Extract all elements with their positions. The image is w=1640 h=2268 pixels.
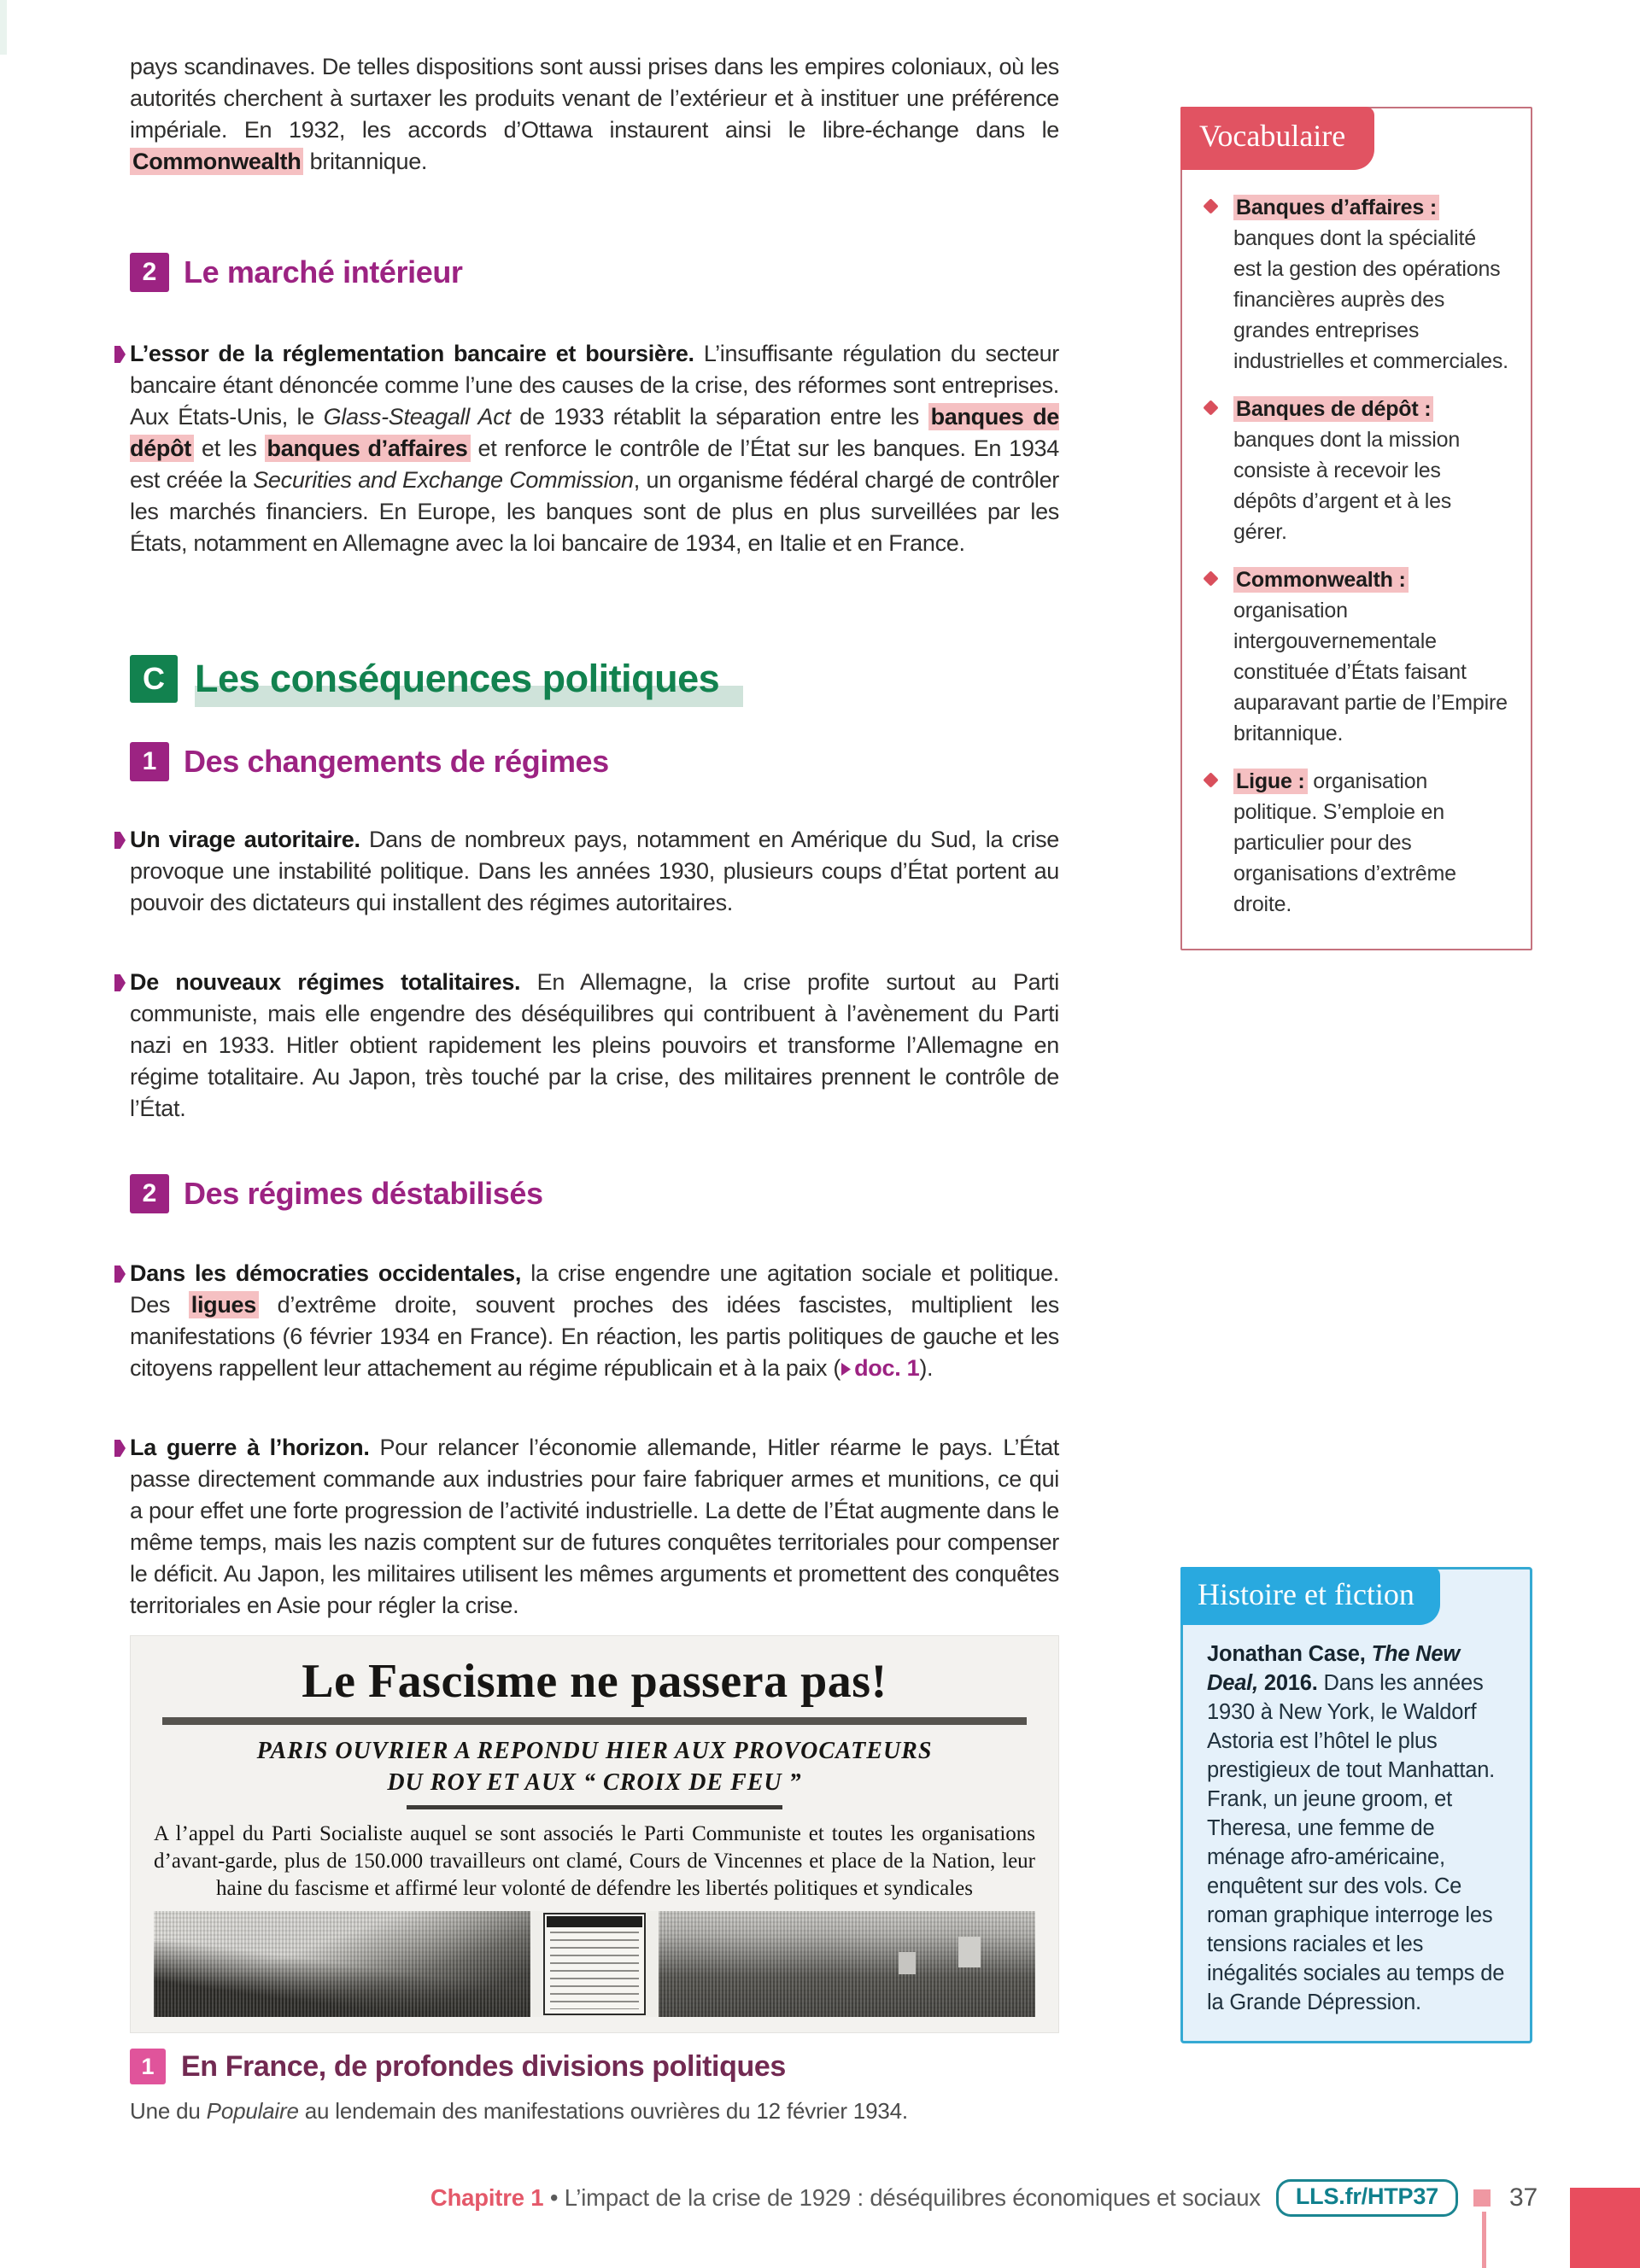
vocab-term: Commonwealth : — [1233, 567, 1409, 593]
inset-box-text-lines — [550, 1932, 639, 2009]
diamond-bullet-icon — [1203, 198, 1218, 213]
section-title: Des changements de régimes — [184, 744, 609, 779]
section-title — [195, 657, 743, 701]
vocab-entry-banques-affaires — [1204, 192, 1508, 377]
doc-reference[interactable] — [840, 1355, 919, 1381]
vocab-term: Ligue : — [1233, 769, 1308, 794]
vocab-definition: organisation intergouvernementale constituée d’États faisant auparavant partie de l’Empire britannique. — [1233, 599, 1508, 745]
doc-ref-label: doc. 1 — [854, 1355, 920, 1381]
fiction-description: Dans les années 1930 à New York, le Waldorf Astoria est l’hôtel le plus prestigieux de tout Manhattan. Frank, un jeune groom, et Theresa, une femme de ménage afro-américaine, enquêtent sur des vols. Ce roman graphique interroge les tensions raciales et les inégalités sociales au temps de la Grande Dépression. — [1207, 1671, 1505, 2014]
paragraph-text: En Allemagne, la crise profite surtout au Parti communiste, mais elle engendre des déséquilibres qui contribuent à l’avènement du Parti nazi en 1933. Hitler obtient rapidement les pleins pouvoirs et transforme l’Allemagne en régime totalitaire. Au Japon, très touché par la crise, des militaires prennent le contrôle de l’État. — [130, 969, 1059, 1121]
paragraph-marker-icon — [114, 1440, 126, 1457]
fiction-work-title: The New Deal, — [1207, 1642, 1461, 1695]
newspaper-body-text: A l’appel du Parti Socialiste auquel se sont associés le Parti Communiste et toutes les organisations d’avant-garde, plus de 150.000 travailleurs ont clamé, Cours de Vincennes et place de la Nation, leur haine du fascisme et affirmé leur volonté de défendre les libertés politiques et syndicales — [154, 1822, 1035, 1900]
highlight-banques-depot: banques de dépôt — [130, 404, 1059, 461]
newspaper-headline: Le Fascisme ne passera pas! — [302, 1655, 887, 1708]
placard — [958, 1937, 981, 1967]
intro-text-end: britannique. — [303, 149, 428, 174]
photo-grain — [154, 1911, 530, 2017]
section-header-regimes-destabilises — [130, 1174, 1059, 1213]
paragraph-text: et renforce le contrôle de l’État sur les banques. En 1934 est créée la — [130, 435, 1059, 493]
vocabulary-box-title: Vocabulaire — [1180, 107, 1374, 170]
paragraph-text: de 1933 rétablit la séparation entre les — [510, 404, 928, 430]
crowd-photo-left — [154, 1911, 530, 2017]
vocab-term: Banques de dépôt : — [1233, 396, 1433, 422]
paragraph-text: ). — [919, 1355, 934, 1381]
italic-sec: Securities and Exchange Commission — [253, 467, 634, 493]
highlight-ligues: ligues — [189, 1291, 259, 1318]
italic-glass-steagall: Glass-Steagall Act — [323, 404, 511, 430]
newspaper-inset-box — [543, 1913, 646, 2015]
paragraph-lead: De nouveaux régimes totalitaires. — [130, 969, 521, 995]
paragraph-marker-icon — [114, 974, 126, 991]
paragraph-lead: Dans les démocraties occidentales, — [130, 1260, 522, 1286]
paragraph-lead: L’essor de la réglementation bancaire et boursière. — [130, 341, 694, 366]
vocab-entry-ligue — [1204, 766, 1508, 920]
vocab-definition: organisation politique. S’emploie en particulier pour des organisations d’extrême droite. — [1233, 769, 1456, 916]
paragraph-marker-icon — [114, 346, 126, 363]
paragraph-reglementation — [130, 338, 1059, 559]
section-number-box: 2 — [130, 253, 169, 292]
paragraph-text: L’insuffisante régulation du secteur bancaire étant dénoncée comme l’une des causes de la crise, des réformes sont entreprises. Aux États-Unis, le — [130, 341, 1060, 430]
fiction-author: Jonathan Case, — [1207, 1642, 1372, 1666]
paragraph-text: Pour relancer l’économie allemande, Hitler réarme le pays. L’État passe directement commande aux industries pour faire fabriquer armes et munitions, ce qui a pour effet une forte progression de l’activité industrielle. La dette de l’État augmente dans le même temps, mais les nazis comptent sur de futures conquêtes territoriales pour compenser le déficit. Au Japon, les militaires utilisent les mêmes arguments et promettent des conquêtes territoriales en Asie pour régler la crise. — [130, 1435, 1060, 1618]
section-letter-box: C — [130, 655, 178, 703]
newspaper-crowd-photo — [154, 1911, 1035, 2017]
paragraph-marker-icon — [114, 832, 126, 849]
paragraph-virage-autoritaire — [130, 824, 1059, 919]
placard — [899, 1952, 916, 1974]
newspaper-subrule — [407, 1805, 782, 1809]
intro-paragraph — [130, 51, 1059, 178]
fiction-text — [1207, 1640, 1511, 2017]
newspaper-front-page-image — [130, 1635, 1059, 2033]
paragraph-text: d’extrême droite, souvent proches des idées fascistes, multiplient les manifestations (6 février 1934 en France). En réaction, les partis politiques de gauche et les citoyens rappellent leur attachement au régime républicain et à la paix ( — [130, 1292, 1059, 1381]
vocab-definition: banques dont la spécialité est la gestion des opérations financières auprès des grandes entreprises industrielles et commerciales. — [1233, 226, 1508, 373]
credit-text-end: au lendemain des manifestations ouvrières du 12 février 1934. — [298, 2098, 908, 2124]
diamond-bullet-icon — [1203, 400, 1218, 415]
section-title-text: Les conséquences politiques — [195, 657, 743, 707]
newspaper-rule — [162, 1717, 1026, 1725]
footer-pink-line — [1482, 2212, 1486, 2268]
newspaper-subheadline-line1: PARIS OUVRIER A REPONDU HIER AUX PROVOCATEURS — [256, 1738, 933, 1764]
diamond-bullet-icon — [1203, 772, 1218, 787]
section-header-marche-interieur — [130, 253, 1059, 292]
vocabulary-box — [1180, 107, 1532, 950]
vocab-entry-commonwealth — [1204, 564, 1508, 749]
fiction-year: 2016. — [1257, 1671, 1318, 1695]
paragraph-regimes-totalitaires — [130, 967, 1059, 1125]
crowd-photo-right — [659, 1911, 1035, 2017]
main-column — [130, 51, 1059, 2125]
section-header-changements-regimes — [130, 742, 1059, 781]
newspaper-subheadline-line2: DU ROY ET AUX “ CROIX DE FEU ” — [387, 1769, 802, 1796]
footer-chapter-title: • L’impact de la crise de 1929 : déséquilibres économiques et sociaux — [543, 2184, 1261, 2211]
paragraph-lead: Un virage autoritaire. — [130, 827, 360, 852]
section-header-consequences-politiques — [130, 655, 1059, 703]
page-number: 37 — [1509, 2183, 1538, 2212]
paragraph-democraties — [130, 1258, 1059, 1384]
section-number-box: 1 — [130, 742, 169, 781]
footer-pink-square — [1473, 2189, 1491, 2207]
paragraph-text: , un organisme fédéral chargé de contrôler les marchés financiers. En Europe, les banques sont de plus en plus surveillées par les États, notamment en Allemagne avec la loi bancaire de 1934, en Italie et en France. — [130, 467, 1059, 556]
lls-link-pill[interactable]: LLS.fr/HTP37 — [1276, 2179, 1458, 2217]
newspaper-subheadline — [154, 1735, 1035, 1798]
page-footer — [81, 2179, 1538, 2217]
footer-chapter-label: Chapitre 1 — [430, 2184, 544, 2211]
vocab-entry-banques-depot — [1204, 394, 1508, 547]
paragraph-text: Dans de nombreux pays, notamment en Amérique du Sud, la crise provoque une instabilité politique. Dans les années 1930, plusieurs coups d’État portent au pouvoir des dictateurs qui installent des régimes autoritaires. — [130, 827, 1059, 915]
doc-ref-arrow-icon — [840, 1362, 852, 1377]
page-edge-strip — [0, 0, 7, 55]
document-number-box: 1 — [130, 2049, 166, 2084]
vocab-term: Banques d’affaires : — [1233, 195, 1439, 220]
section-title: Des régimes déstabilisés — [184, 1176, 543, 1211]
histoire-et-fiction-title: Histoire et fiction — [1180, 1567, 1440, 1625]
section-number-box: 2 — [130, 1174, 169, 1213]
inset-box-banner — [547, 1916, 642, 1927]
intro-text: pays scandinaves. De telles dispositions sont aussi prises dans les empires coloniaux, où les autorités cherchent à surtaxer les produits venant de l’extérieur et à instituer une préférence impériale. En 1932, les accords d’Ottawa instaurent ainsi le libre-échange dans le — [130, 54, 1059, 143]
section-title: Le marché intérieur — [184, 254, 463, 289]
paragraph-guerre-horizon — [130, 1432, 1059, 1622]
paragraph-lead: La guerre à l’horizon. — [130, 1435, 370, 1460]
photo-center-column — [530, 1911, 659, 2017]
highlight-banques-affaires: banques d’affaires — [265, 435, 471, 462]
credit-populaire: Populaire — [206, 2098, 299, 2124]
document-caption — [130, 2049, 1059, 2084]
paragraph-text: et les — [194, 435, 265, 461]
highlight-commonwealth: Commonwealth — [130, 148, 303, 175]
paragraph-text: la crise engendre une agitation sociale et politique. Des — [130, 1260, 1059, 1318]
page-corner-tab — [1570, 2188, 1640, 2268]
paragraph-marker-icon — [114, 1266, 126, 1283]
document-credit-line — [130, 2098, 1059, 2125]
document-caption-title: En France, de profondes divisions politiques — [181, 2049, 786, 2083]
diamond-bullet-icon — [1203, 570, 1218, 586]
credit-text: Une du — [130, 2098, 207, 2124]
vocab-definition: banques dont la mission consiste à recevoir les dépôts d’argent et à les gérer. — [1233, 428, 1461, 544]
histoire-et-fiction-box — [1180, 1567, 1532, 2043]
footer-chapter-line — [430, 2184, 1261, 2212]
